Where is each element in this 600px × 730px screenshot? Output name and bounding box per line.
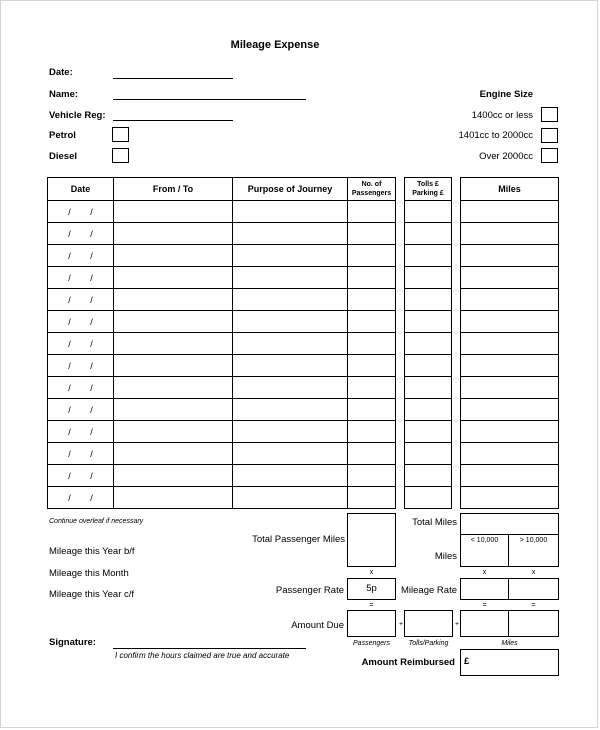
passengers-cell[interactable]	[348, 267, 396, 289]
from-to-cell[interactable]	[114, 421, 233, 443]
passengers-cell[interactable]	[348, 465, 396, 487]
from-to-cell[interactable]	[114, 487, 233, 509]
miles-cell[interactable]	[461, 223, 559, 245]
table-row	[48, 289, 559, 311]
passengers-cell[interactable]	[348, 443, 396, 465]
from-to-cell[interactable]	[114, 399, 233, 421]
purpose-cell[interactable]	[233, 333, 348, 355]
purpose-cell[interactable]	[233, 465, 348, 487]
tolls-cell[interactable]	[405, 465, 452, 487]
from-to-column-header: From / To	[114, 178, 233, 201]
equals-sign: =	[369, 602, 374, 609]
engine-over-2000-checkbox[interactable]	[541, 148, 558, 163]
column-gap	[396, 311, 405, 333]
name-field[interactable]	[113, 99, 306, 100]
passenger-rate-value: 5p	[366, 583, 377, 594]
passengers-column-header	[348, 178, 396, 201]
passenger-amount-box[interactable]	[347, 610, 396, 637]
mileage-rate-label: Mileage Rate	[401, 585, 457, 596]
band-low-label: < 10,000	[470, 537, 499, 544]
date-cell[interactable]: / /	[48, 245, 114, 267]
column-gap	[396, 201, 405, 223]
petrol-label: Petrol	[49, 130, 76, 141]
miles-cell[interactable]	[461, 355, 559, 377]
table-row	[48, 377, 559, 399]
miles-cell[interactable]	[461, 289, 559, 311]
column-gap	[452, 399, 461, 421]
signature-line[interactable]	[113, 648, 306, 649]
tolls-cell[interactable]	[405, 443, 452, 465]
band-high-label: > 10,000	[519, 537, 548, 544]
table-row	[48, 443, 559, 465]
purpose-cell[interactable]	[233, 245, 348, 267]
tolls-cell[interactable]	[405, 355, 452, 377]
date-cell[interactable]: / /	[48, 333, 114, 355]
column-gap	[396, 487, 405, 509]
tolls-cell[interactable]	[405, 267, 452, 289]
from-to-cell[interactable]	[114, 289, 233, 311]
from-to-cell[interactable]	[114, 377, 233, 399]
miles-cell[interactable]	[461, 267, 559, 289]
column-gap	[396, 267, 405, 289]
table-row	[48, 421, 559, 443]
from-to-cell[interactable]	[114, 245, 233, 267]
tolls-cell[interactable]	[405, 487, 452, 509]
miles-cell[interactable]	[461, 399, 559, 421]
from-to-cell[interactable]	[114, 355, 233, 377]
passenger-rate-label: Passenger Rate	[275, 585, 344, 596]
page-title: Mileage Expense	[230, 39, 320, 51]
purpose-cell[interactable]	[233, 223, 348, 245]
column-gap	[452, 487, 461, 509]
passengers-cell[interactable]	[348, 421, 396, 443]
column-gap	[396, 443, 405, 465]
purpose-cell[interactable]	[233, 399, 348, 421]
miles-column-header: Miles	[461, 178, 559, 201]
tolls-cell[interactable]	[405, 201, 452, 223]
column-gap	[452, 443, 461, 465]
petrol-checkbox[interactable]	[112, 127, 129, 142]
miles-cell[interactable]	[461, 333, 559, 355]
engine-option-label: 1401cc to 2000cc	[458, 130, 533, 141]
tolls-cell[interactable]	[405, 311, 452, 333]
amount-due-label: Amount Due	[291, 620, 344, 631]
passengers-cell[interactable]	[348, 245, 396, 267]
vehicle-reg-field[interactable]	[113, 120, 233, 121]
engine-option-label: Over 2000cc	[479, 151, 533, 162]
purpose-cell[interactable]	[233, 421, 348, 443]
vehicle-reg-label: Vehicle Reg:	[49, 110, 106, 121]
column-gap	[396, 289, 405, 311]
table-row	[48, 487, 559, 509]
table-row	[48, 267, 559, 289]
column-gap	[452, 465, 461, 487]
times-sign: x	[369, 569, 374, 576]
date-field[interactable]	[113, 78, 233, 79]
column-gap	[452, 245, 461, 267]
engine-option-label: 1400cc or less	[471, 110, 533, 121]
passengers-cell[interactable]	[348, 201, 396, 223]
from-to-cell[interactable]	[114, 311, 233, 333]
table-row	[48, 399, 559, 421]
mileage-month-label: Mileage this Month	[49, 568, 129, 579]
equals-sign: =	[531, 602, 536, 609]
miles-cell[interactable]	[461, 311, 559, 333]
tolls-cell[interactable]	[405, 289, 452, 311]
column-gap	[396, 223, 405, 245]
column-gap	[396, 399, 405, 421]
date-cell[interactable]: / /	[48, 311, 114, 333]
passengers-cell[interactable]	[348, 333, 396, 355]
purpose-cell[interactable]	[233, 289, 348, 311]
passengers-cell[interactable]	[348, 289, 396, 311]
date-cell[interactable]: / /	[48, 223, 114, 245]
tolls-header-line1: Tolls £	[417, 181, 439, 188]
column-gap	[396, 421, 405, 443]
column-gap	[396, 178, 405, 201]
column-gap	[452, 178, 461, 201]
purpose-cell[interactable]	[233, 267, 348, 289]
plus-sign: +	[454, 621, 460, 628]
date-cell[interactable]: / /	[48, 289, 114, 311]
pound-sign: £	[464, 656, 470, 667]
passengers-cell[interactable]	[348, 399, 396, 421]
tolls-cell[interactable]	[405, 421, 452, 443]
engine-2000-checkbox[interactable]	[541, 128, 558, 143]
table-header-row	[48, 178, 559, 201]
confirm-statement: I confirm the hours claimed are true and accurate	[115, 651, 290, 660]
date-column-header: Date	[48, 178, 114, 201]
diesel-label: Diesel	[49, 151, 77, 162]
table-row	[48, 465, 559, 487]
column-gap	[396, 465, 405, 487]
column-gap	[452, 201, 461, 223]
column-gap	[396, 355, 405, 377]
miles-cell[interactable]	[461, 377, 559, 399]
table-row	[48, 245, 559, 267]
tolls-cell[interactable]	[405, 223, 452, 245]
passengers-cell[interactable]	[348, 377, 396, 399]
times-sign: x	[531, 569, 536, 576]
date-cell[interactable]: / /	[48, 487, 114, 509]
table-row	[48, 333, 559, 355]
tolls-cell[interactable]	[405, 245, 452, 267]
tolls-cell[interactable]	[405, 399, 452, 421]
column-gap	[452, 311, 461, 333]
purpose-cell[interactable]	[233, 201, 348, 223]
continue-note: Continue overleaf if necessary	[49, 518, 144, 525]
mileage-rate-low-box[interactable]	[460, 578, 509, 600]
column-gap	[452, 333, 461, 355]
total-passenger-miles-label: Total Passenger Miles	[252, 534, 345, 545]
from-to-cell[interactable]	[114, 201, 233, 223]
tolls-column-header	[405, 178, 452, 201]
miles-cell[interactable]	[461, 245, 559, 267]
total-miles-label: Total Miles	[412, 517, 457, 528]
tolls-amount-box[interactable]	[404, 610, 453, 637]
date-cell[interactable]: / /	[48, 443, 114, 465]
from-to-cell[interactable]	[114, 223, 233, 245]
journey-log-table	[47, 177, 559, 509]
from-to-cell[interactable]	[114, 443, 233, 465]
column-gap	[396, 377, 405, 399]
mileage-rate-high-box[interactable]	[508, 578, 559, 600]
date-cell[interactable]: / /	[48, 421, 114, 443]
purpose-cell[interactable]	[233, 311, 348, 333]
column-gap	[452, 355, 461, 377]
purpose-cell[interactable]	[233, 377, 348, 399]
column-gap	[396, 245, 405, 267]
miles-amount-box[interactable]	[460, 610, 559, 637]
mileage-bf-label: Mileage this Year b/f	[49, 546, 135, 557]
date-cell[interactable]: / /	[48, 377, 114, 399]
date-cell[interactable]: / /	[48, 465, 114, 487]
equals-sign: =	[482, 602, 487, 609]
passengers-cell[interactable]	[348, 311, 396, 333]
date-cell[interactable]: / /	[48, 267, 114, 289]
total-passenger-miles-box[interactable]	[347, 513, 396, 567]
miles-caption: Miles	[501, 640, 518, 647]
miles-cell[interactable]	[461, 487, 559, 509]
passengers-cell[interactable]	[348, 487, 396, 509]
purpose-column-header: Purpose of Journey	[233, 178, 348, 201]
table-row	[48, 223, 559, 245]
column-gap	[452, 421, 461, 443]
tolls-cell[interactable]	[405, 377, 452, 399]
purpose-cell[interactable]	[233, 443, 348, 465]
times-sign: x	[482, 569, 487, 576]
date-label: Date:	[49, 67, 73, 78]
miles-cell[interactable]	[461, 443, 559, 465]
purpose-cell[interactable]	[233, 355, 348, 377]
passengers-cell[interactable]	[348, 355, 396, 377]
journey-log-body	[48, 201, 559, 509]
passengers-header-line1: No. of	[361, 181, 382, 188]
column-gap	[452, 267, 461, 289]
column-gap	[452, 223, 461, 245]
diesel-checkbox[interactable]	[112, 148, 129, 163]
engine-size-heading: Engine Size	[479, 89, 533, 100]
table-row	[48, 201, 559, 223]
passengers-cell[interactable]	[348, 223, 396, 245]
column-gap	[396, 333, 405, 355]
plus-sign: +	[398, 621, 404, 628]
miles-label: Miles	[434, 551, 457, 562]
purpose-cell[interactable]	[233, 487, 348, 509]
date-cell[interactable]: / /	[48, 355, 114, 377]
mileage-cf-label: Mileage this Year c/f	[49, 589, 135, 600]
passengers-header-line2: Passengers	[351, 190, 392, 197]
date-cell[interactable]: / /	[48, 399, 114, 421]
column-gap	[452, 289, 461, 311]
amount-reimbursed-label: Amount Reimbursed	[361, 657, 455, 668]
from-to-cell[interactable]	[114, 267, 233, 289]
miles-amount-divider	[508, 610, 509, 637]
tolls-header-line2: Parking £	[412, 190, 444, 197]
miles-cell[interactable]	[461, 421, 559, 443]
engine-1400-checkbox[interactable]	[541, 107, 558, 122]
passengers-caption: Passengers	[353, 640, 390, 647]
miles-cell[interactable]	[461, 465, 559, 487]
name-label: Name:	[49, 89, 79, 100]
total-miles-box[interactable]	[460, 513, 559, 535]
signature-label: Signature:	[49, 637, 96, 648]
table-row	[48, 311, 559, 333]
miles-cell[interactable]	[461, 201, 559, 223]
from-to-cell[interactable]	[114, 465, 233, 487]
amount-reimbursed-box[interactable]	[460, 649, 559, 676]
table-row	[48, 355, 559, 377]
tolls-cell[interactable]	[405, 333, 452, 355]
from-to-cell[interactable]	[114, 333, 233, 355]
tolls-caption: Tolls/Parking	[408, 640, 449, 647]
date-cell[interactable]: / /	[48, 201, 114, 223]
column-gap	[452, 377, 461, 399]
